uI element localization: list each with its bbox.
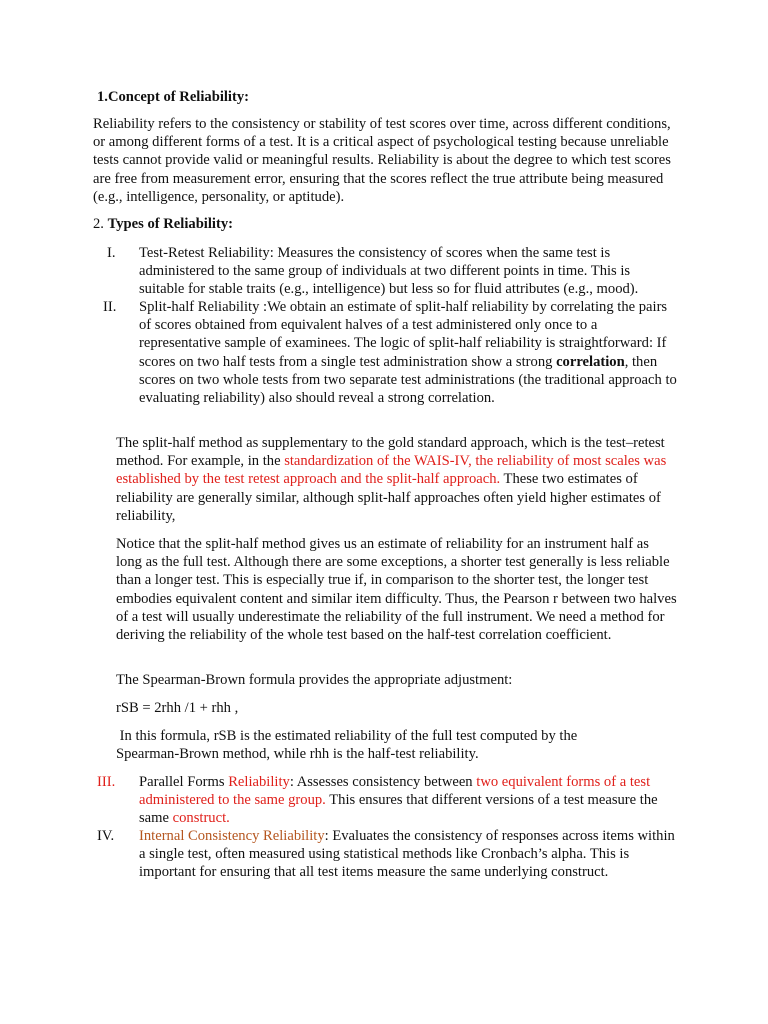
paragraph-formula-explanation: In this formula, rSB is the estimated reliability of the full test computed by the Spearman-Brown method, while rhh is the half-test reliability. [116, 728, 581, 763]
list-number-iii: III. [97, 774, 116, 790]
paragraph-split-half-notice: Notice that the split-half method gives us an estimate of reliability for an instrument half as long as the full test. Although there are some exceptions, a shorter test generally is less reliable than a longer test. This is especially true if, in comparison to the shorter test, the longer test embodies equivalent content and similar item difficulty. Thus, the Pearson r between two halves of a test will usually underestimate the reliability of the full instrument. We need a method for deriving the reliability of the whole test based on the half-test correlation coefficient. [116, 536, 677, 644]
formula-spearman-brown: rSB = 2rhh /1 + rhh , [116, 700, 239, 716]
list-item-split-half: Split-half Reliability :We obtain an estimate of split-half reliability by correlating the pairs of scores obtained from equivalent halves of a test administered only once to a representative sample of examinees. The logic of split-half reliability is straightforward: If scores on two half tests from a single test administration show a strong correlation, then scores on two whole tests from two separate test administrations (the traditional approach to evaluating reliability) also should reveal a strong correlation. [139, 299, 677, 407]
list-number-i: I. [107, 245, 116, 261]
list-item-internal-consistency: Internal Consistency Reliability: Evaluates the consistency of responses across items within a single test, often measured using statistical methods like Cronbach’s alpha. This is important for ensuring that all test items measure the same underlying construct. [139, 828, 675, 881]
list-number-ii: II. [103, 299, 117, 315]
paragraph-split-half-method: The split-half method as supplementary to the gold standard approach, which is the test–retest method. For example, in the standardization of the WAIS-IV, the reliability of most scales was established by the test retest approach and the split-half approach. These two estimates of reliability are generally similar, although split-half approaches often yield higher estimates of reliability, [116, 435, 667, 524]
list-number-iv: IV. [97, 828, 115, 844]
heading-concept-of-reliability: 1.Concept of Reliability: [97, 89, 250, 105]
list-item-parallel-forms: Parallel Forms Reliability: Assesses consistency between two equivalent forms of a test administered to the same group. This ensures that different versions of a test measure the same construct. [139, 774, 658, 827]
list-item-test-retest: Test-Retest Reliability: Measures the consistency of scores when the same test is administered to the same group of individuals at two different points in time. This is suitable for stable traits (e.g., intelligence) but less so for fluid attributes (e.g., mood). [139, 245, 639, 298]
paragraph-spearman-brown-intro: The Spearman-Brown formula provides the appropriate adjustment: [116, 672, 513, 688]
paragraph-reliability-definition: Reliability refers to the consistency or stability of test scores over time, across different conditions, or among different forms of a test. It is a critical aspect of psychological testing because unreliable tests cannot provide valid or meaningful results. Reliability is about the degree to which test scores are free from measurement error, ensuring that the scores reflect the true attribute being measured (e.g., intelligence, personality, or aptitude). [93, 116, 671, 205]
heading-types-of-reliability: 2. Types of Reliability: [93, 216, 233, 232]
